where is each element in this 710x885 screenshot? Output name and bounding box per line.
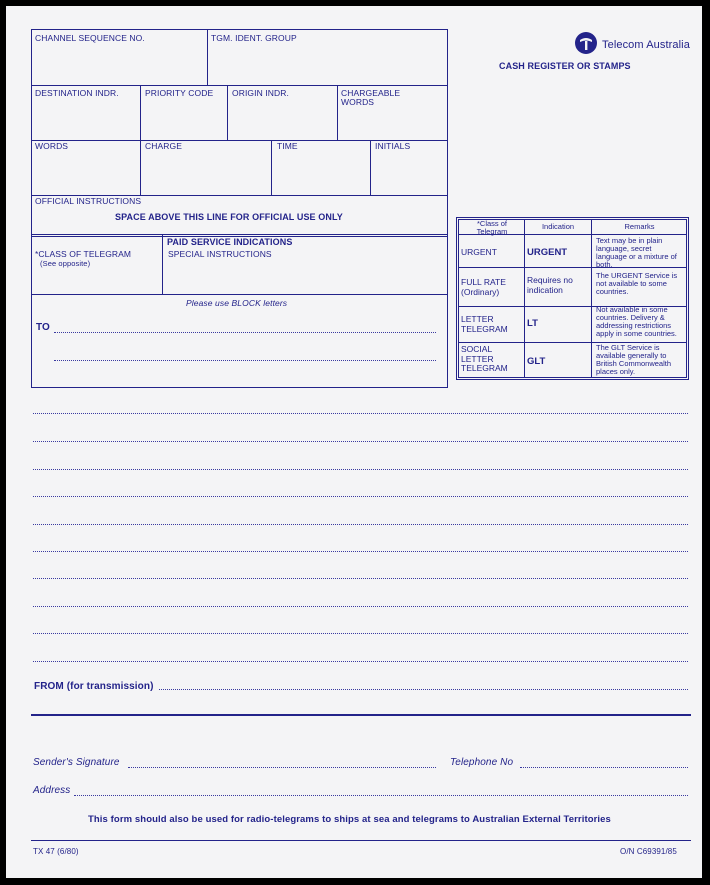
brand-name: Telecom Australia [602,39,690,51]
signature-label: Sender's Signature [33,757,120,768]
order-number: O/N C69391/85 [620,847,677,856]
to-line-1[interactable] [54,332,436,333]
special-instructions-label: SPECIAL INSTRUCTIONS [168,249,272,259]
form-code: TX 47 (6/80) [33,847,79,856]
address-label: Address [33,785,71,796]
class-header: *Class of Telegram [476,219,508,236]
remark-cell-letter: Not available in some countries. Delivery & addressing restrictions apply in some countries. [596,305,677,338]
space-above-note: SPACE ABOVE THIS LINE FOR OFFICIAL USE ONLY [115,212,343,222]
indication-cell-full-rate: Requires no indication [527,275,573,295]
message-line[interactable] [33,413,688,414]
message-line[interactable] [33,441,688,442]
indication-header: Indication [541,222,575,231]
to-label: TO [36,322,50,333]
telecom-t-logo-icon [575,32,597,54]
message-line[interactable] [33,661,688,662]
message-line[interactable] [33,469,688,470]
charge-label: CHARGE [145,141,182,151]
class-cell-full-rate: FULL RATE (Ordinary) [461,277,506,297]
telephone-line[interactable] [520,767,688,768]
official-instructions-label: OFFICIAL INSTRUCTIONS [35,196,142,206]
message-line[interactable] [33,606,688,607]
message-line[interactable] [33,524,688,525]
telephone-label: Telephone No [450,757,514,768]
chargeable-words-label: WORDS [341,97,375,107]
message-line[interactable] [33,551,688,552]
message-line[interactable] [33,578,688,579]
channel-sequence-label: CHANNEL SEQUENCE NO. [35,33,145,43]
divider [31,714,691,716]
priority-label: PRIORITY CODE [145,88,214,98]
from-label: FROM (for transmission) [34,681,154,692]
block-letters-note: Please use BLOCK letters [186,298,288,308]
class-cell-urgent: URGENT [461,247,497,257]
footer-note: This form should also be used for radio-telegrams to ships at sea and telegrams to Australian External Territories [88,814,611,825]
remark-cell-full-rate: The URGENT Service is not available to some countries. [596,271,678,296]
tgm-ident-label: TGM. IDENT. GROUP [211,33,297,43]
from-line[interactable] [159,689,688,690]
see-opposite-label: (See opposite) [40,259,91,268]
telegram-form [6,6,702,878]
remark-cell-urgent: Text may be in plain language, secret language or a mixture of both. [596,236,677,269]
destination-label: DESTINATION INDR. [35,88,119,98]
paid-service-label: PAID SERVICE INDICATIONS [167,237,293,247]
indication-cell-social: GLT [527,356,546,367]
cash-register-label: CASH REGISTER OR STAMPS [499,61,631,71]
message-line[interactable] [33,496,688,497]
class-cell-social: SOCIAL LETTER TELEGRAM [461,344,508,373]
remark-cell-social: The GLT Service is available generally to British Commonwealth places only. [596,343,672,376]
chargeable-label: CHARGEABLE [341,88,401,98]
address-line[interactable] [74,795,688,796]
remarks-header: Remarks [624,222,655,231]
indication-cell-urgent: URGENT [527,247,568,258]
to-line-2[interactable] [54,360,436,361]
class-cell-letter: LETTER TELEGRAM [461,314,508,334]
message-line[interactable] [33,633,688,634]
words-label: WORDS [35,141,69,151]
class-of-telegram-label: *CLASS OF TELEGRAM [35,249,132,259]
time-label: TIME [277,141,298,151]
signature-line[interactable] [128,767,436,768]
indication-cell-letter: LT [527,318,538,329]
origin-label: ORIGIN INDR. [232,88,289,98]
initials-label: INITIALS [375,141,411,151]
